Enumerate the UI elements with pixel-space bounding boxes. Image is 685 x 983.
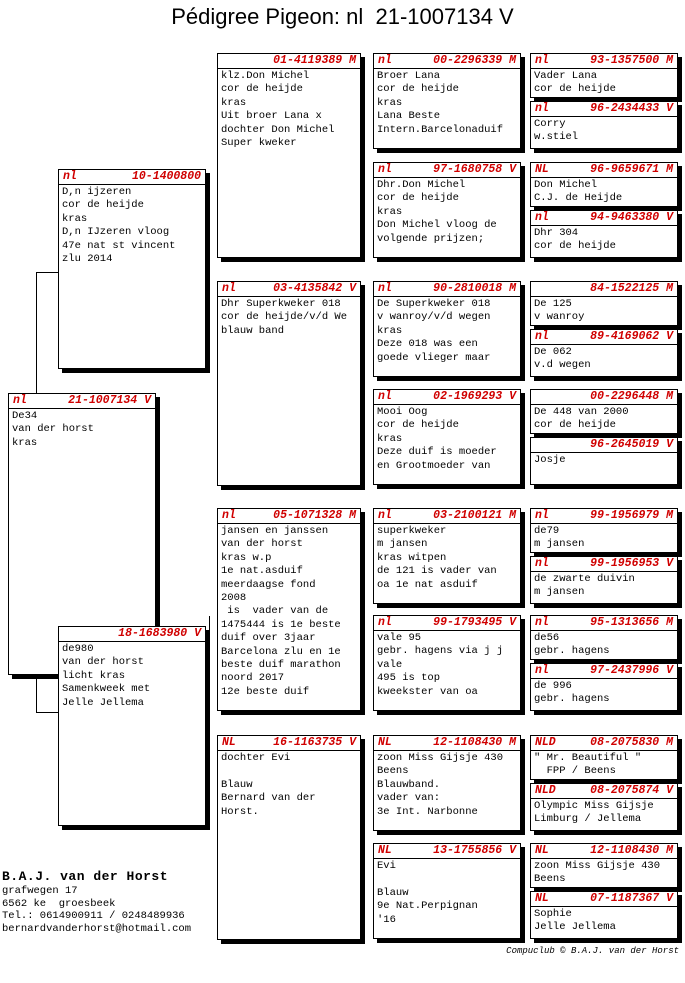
card-header (59, 170, 205, 185)
card-body (531, 631, 677, 660)
card-text-line (221, 765, 357, 778)
card-header (531, 211, 677, 226)
card-text-line: gebr. hagens (534, 645, 610, 658)
card-text-line: Beens (377, 765, 409, 778)
pigeon-card-sd (217, 281, 361, 486)
ring-number: 90-2810018 M (433, 282, 516, 295)
card-text-line: cor de heijde (221, 83, 303, 96)
card-text-line: m jansen (377, 538, 428, 551)
card-header (218, 282, 360, 297)
card-text-line: C.J. de Heijde (534, 192, 623, 205)
pigeon-card-g14 (530, 783, 678, 831)
card-text-line: oa 1e nat asduif (377, 578, 478, 591)
country-prefix: nl (222, 282, 236, 295)
card-body (531, 178, 677, 207)
card-header (374, 282, 520, 297)
pigeon-card-g12 (530, 663, 678, 711)
pigeon-card-g13 (530, 735, 678, 780)
owner-name: B.A.J. van der Horst (2, 869, 169, 884)
card-body (531, 69, 677, 98)
country-prefix: nl (378, 390, 392, 403)
card-header (531, 438, 677, 453)
ring-number: 02-1969293 V (433, 390, 516, 403)
card-header (531, 390, 677, 405)
card-text-line: Lana Beste (377, 110, 441, 123)
card-text-line: Don Michel vloog de (377, 219, 497, 232)
pigeon-card-sire (58, 169, 206, 369)
card-body (531, 117, 677, 146)
card-text-line: Super kweker (221, 137, 297, 150)
ring-number: 07-1187367 V (590, 892, 673, 905)
ring-number: 97-1680758 V (433, 163, 516, 176)
card-text-line: gebr. hagens (534, 693, 610, 706)
card-text-line: gebr. hagens via j j (377, 645, 504, 658)
card-text-line: zoon Miss Gijsje 430 (534, 860, 661, 872)
card-header (9, 394, 155, 409)
pigeon-card-dsd (373, 615, 521, 711)
card-text-line: Samenkweek met (62, 683, 151, 696)
country-prefix: NL (378, 844, 392, 857)
card-body (374, 631, 520, 700)
pigeon-card-dds (373, 735, 521, 831)
country-prefix: NL (535, 844, 549, 857)
card-text-line: de zwarte duivin (534, 573, 635, 585)
card-text-line: " Mr. Beautiful " (534, 752, 642, 764)
card-text-line: dochter Evi (221, 752, 291, 764)
card-body (374, 859, 520, 928)
card-text-line: 1e nat.asduif (221, 565, 303, 578)
pigeon-card-g8 (530, 437, 678, 485)
pigeon-card-sss (373, 53, 521, 149)
country-prefix: nl (13, 394, 27, 407)
owner-phone: Tel.: 0614900911 / 0248489936 (2, 910, 185, 922)
ring-number: 16-1163735 V (273, 736, 356, 749)
card-body (374, 524, 520, 593)
card-text-line: kras (377, 96, 403, 109)
pigeon-card-g4 (530, 210, 678, 258)
card-body (531, 799, 677, 828)
card-text-line: De 448 van 2000 (534, 406, 629, 418)
card-text-line: De 125 (534, 298, 572, 310)
country-prefix: nl (378, 509, 392, 522)
pigeon-card-g16 (530, 891, 678, 939)
card-body (374, 405, 520, 474)
card-body (531, 405, 677, 434)
footer-credit: Compuclub © B.A.J. van der Horst (506, 946, 679, 956)
card-text-line: kras (377, 432, 403, 445)
pigeon-card-g6 (530, 329, 678, 377)
card-body (218, 297, 360, 339)
pigeon-card-g11 (530, 615, 678, 660)
page-title: Pédigree Pigeon: nl 21-1007134 V (171, 4, 514, 29)
ring-number: 21-1007134 V (68, 394, 151, 407)
card-header (531, 844, 677, 859)
pigeon-card-ds (217, 508, 361, 711)
pigeon-card-g1 (530, 53, 678, 98)
card-text-line: De34 (12, 410, 38, 422)
card-body (218, 524, 360, 700)
country-prefix: NL (535, 163, 549, 176)
card-text-line: Jelle Jellema (534, 921, 616, 934)
card-header (218, 509, 360, 524)
card-body (374, 297, 520, 366)
card-text-line: cor de heijde/v/d We (221, 311, 348, 324)
card-text-line: kweekster van oa (377, 685, 478, 698)
card-text-line: meerdaagse fond (221, 578, 316, 591)
card-text-line: Mooi Oog (377, 406, 428, 418)
card-text-line: Olympic Miss Gijsje (534, 800, 654, 812)
card-text-line: Uit broer Lana x (221, 110, 322, 123)
pigeon-card-g10 (530, 556, 678, 604)
country-prefix: NLD (535, 784, 556, 797)
card-text-line: Deze 018 was een (377, 338, 478, 351)
card-text-line: en Grootmoeder van (377, 459, 491, 472)
card-text-line: v wanroy (534, 311, 585, 324)
card-text-line: Blauwband. (377, 778, 441, 791)
card-text-line: cor de heijde (62, 199, 144, 212)
owner-city: 6562 ke groesbeek (2, 897, 116, 910)
card-body (531, 345, 677, 374)
card-header (531, 892, 677, 907)
country-prefix: nl (378, 616, 392, 629)
card-header (531, 736, 677, 751)
country-prefix: NL (222, 736, 236, 749)
card-text-line: de79 (534, 525, 560, 537)
country-prefix: NLD (535, 736, 556, 749)
ring-number: 01-4119389 M (273, 54, 356, 67)
card-header (374, 163, 520, 178)
card-text-line: 495 is top (377, 672, 441, 685)
card-body (531, 572, 677, 601)
card-body (374, 69, 520, 138)
card-text-line: kras (62, 212, 88, 225)
card-text-line: Broer Lana (377, 70, 441, 82)
card-text-line: kras (377, 205, 403, 218)
pigeon-card-ddd (373, 843, 521, 939)
card-text-line: vale (377, 658, 403, 671)
pigeon-card-g2 (530, 101, 678, 149)
card-text-line: vader van: (377, 792, 441, 805)
owner-street: grafwegen 17 (2, 885, 78, 897)
card-text-line: kras (12, 436, 38, 449)
ring-number: 94-9463380 V (590, 211, 673, 224)
ring-number: 00-2296448 M (590, 390, 673, 403)
card-text-line: m jansen (534, 538, 585, 551)
card-header (218, 54, 360, 69)
card-text-line: D,n ijzeren (62, 186, 132, 198)
country-prefix: nl (535, 211, 549, 224)
card-text-line: v wanroy/v/d wegen (377, 311, 491, 324)
card-text-line: D,n IJzeren vloog (62, 226, 170, 239)
card-body (531, 907, 677, 936)
card-text-line: Dhr.Don Michel (377, 179, 466, 191)
card-header (374, 844, 520, 859)
ring-number: 93-1357500 M (590, 54, 673, 67)
ring-number: 18-1683980 V (118, 627, 201, 640)
country-prefix: nl (535, 509, 549, 522)
card-body (531, 297, 677, 326)
ring-number: 96-9659671 M (590, 163, 673, 176)
card-text-line: m jansen (534, 586, 585, 599)
ring-number: 99-1956979 M (590, 509, 673, 522)
card-body (218, 69, 360, 151)
country-prefix: nl (63, 170, 77, 183)
ring-number: 96-2434433 V (590, 102, 673, 115)
country-prefix: nl (535, 557, 549, 570)
card-text-line: 12e beste duif (221, 685, 310, 698)
card-text-line: blauw band (221, 324, 285, 337)
card-header (59, 627, 205, 642)
card-text-line: superkweker (377, 525, 447, 537)
card-text-line: 2008 (221, 592, 247, 605)
card-body (59, 642, 205, 711)
ring-number: 95-1313656 M (590, 616, 673, 629)
ring-number: 08-2075830 M (590, 736, 673, 749)
country-prefix: nl (378, 54, 392, 67)
pigeon-card-g5 (530, 281, 678, 326)
card-header (531, 509, 677, 524)
card-text-line: Jelle Jellema (62, 696, 144, 709)
connector-line (209, 616, 210, 792)
card-text-line: de 121 is vader van (377, 565, 497, 578)
card-text-line: FPP / Beens (534, 765, 616, 778)
card-text-line: de56 (534, 632, 560, 644)
card-body (531, 679, 677, 708)
country-prefix: nl (535, 330, 549, 343)
card-header (531, 282, 677, 297)
card-text-line: Josje (534, 454, 566, 466)
card-text-line: Corry (534, 118, 566, 130)
card-text-line: Intern.Barcelonaduif (377, 123, 504, 136)
card-text-line: cor de heijde (534, 419, 616, 432)
card-body (374, 751, 520, 820)
card-text-line: Sophie (534, 908, 572, 920)
connector-line (209, 176, 210, 336)
card-text-line: '16 (377, 913, 396, 926)
card-header (374, 54, 520, 69)
card-text-line: beste duif marathon (221, 659, 341, 672)
card-text-line: Dhr Superkweker 018 (221, 298, 341, 310)
card-text-line: Beens (534, 873, 566, 886)
card-text-line: Barcelona zlu en 1e (221, 645, 341, 658)
card-text-line: volgende prijzen; (377, 232, 485, 245)
card-body (531, 453, 677, 468)
ring-number: 99-1793495 V (433, 616, 516, 629)
card-body (531, 751, 677, 780)
owner-email: bernardvanderhorst@hotmail.com (2, 922, 192, 935)
country-prefix: nl (535, 54, 549, 67)
card-text-line: jansen en janssen (221, 525, 329, 537)
card-body (218, 751, 360, 820)
card-text-line: van der horst (12, 423, 94, 436)
country-prefix: nl (535, 102, 549, 115)
ring-number: 84-1522125 M (590, 282, 673, 295)
card-text-line: cor de heijde (377, 192, 459, 205)
card-body (531, 859, 677, 888)
pigeon-card-g15 (530, 843, 678, 888)
ring-number: 03-2100121 M (433, 509, 516, 522)
card-text-line: is vader van de (221, 605, 329, 618)
card-text-line: de980 (62, 643, 94, 655)
pigeon-card-dd (217, 735, 361, 940)
card-body (9, 409, 155, 451)
country-prefix: nl (222, 509, 236, 522)
card-text-line: Deze duif is moeder (377, 446, 497, 459)
pigeon-card-ssd (373, 162, 521, 258)
card-header (374, 616, 520, 631)
card-header (374, 390, 520, 405)
ring-number: 97-2437996 V (590, 664, 673, 677)
pigeon-card-g7 (530, 389, 678, 434)
card-text-line: kras (377, 324, 403, 337)
card-text-line: Blauw (377, 886, 409, 899)
card-text-line: dochter Don Michel (221, 123, 335, 136)
card-text-line: Vader Lana (534, 70, 598, 82)
card-text-line: De 062 (534, 346, 572, 358)
ring-number: 96-2645019 V (590, 438, 673, 451)
connector-line (36, 712, 60, 713)
ring-number: 03-4135842 V (273, 282, 356, 295)
card-text-line: cor de heijde (534, 240, 616, 253)
card-text-line (377, 873, 517, 886)
card-text-line: cor de heijde (377, 83, 459, 96)
country-prefix: NL (535, 892, 549, 905)
card-text-line: cor de heijde (377, 419, 459, 432)
card-text-line: Limburg / Jellema (534, 813, 642, 826)
card-text-line: van der horst (62, 656, 144, 669)
card-text-line: 1475444 is 1e beste (221, 618, 341, 631)
card-text-line: zoon Miss Gijsje 430 (377, 752, 504, 764)
country-prefix: nl (378, 163, 392, 176)
card-text-line: van der horst (221, 538, 303, 551)
card-text-line: Horst. (221, 805, 259, 818)
country-prefix: nl (535, 616, 549, 629)
card-text-line: duif over 3jaar (221, 632, 316, 645)
owner-block (2, 868, 191, 935)
card-text-line: kras witpen (377, 551, 447, 564)
card-header (531, 330, 677, 345)
card-text-line: Evi (377, 860, 396, 872)
card-text-line: goede vlieger maar (377, 351, 491, 364)
card-text-line: 3e Int. Narbonne (377, 805, 478, 818)
ring-number: 12-1108430 M (433, 736, 516, 749)
card-text-line: licht kras (62, 669, 126, 682)
pigeon-card-dam (58, 626, 206, 826)
card-header (218, 736, 360, 751)
card-text-line: Dhr 304 (534, 227, 579, 239)
card-header (374, 736, 520, 751)
country-prefix: nl (378, 282, 392, 295)
pigeon-card-g3 (530, 162, 678, 207)
card-text-line: Don Michel (534, 179, 598, 191)
pigeon-card-sdd (373, 389, 521, 485)
card-header (531, 54, 677, 69)
card-text-line: noord 2017 (221, 672, 285, 685)
card-text-line: zlu 2014 (62, 253, 113, 266)
ring-number: 13-1755856 V (433, 844, 516, 857)
card-header (531, 557, 677, 572)
card-text-line: 9e Nat.Perpignan (377, 900, 478, 913)
card-text-line: kras (221, 96, 247, 109)
ring-number: 05-1071328 M (273, 509, 356, 522)
card-text-line: v.d wegen (534, 359, 591, 372)
connector-line (36, 272, 60, 273)
pigeon-card-ss (217, 53, 361, 258)
card-body (374, 178, 520, 247)
ring-number: 08-2075874 V (590, 784, 673, 797)
card-text-line: de 996 (534, 680, 572, 692)
card-body (531, 226, 677, 255)
pigeon-card-dss (373, 508, 521, 604)
card-body (531, 524, 677, 553)
card-text-line: Bernard van der (221, 792, 316, 805)
card-header (531, 664, 677, 679)
card-text-line: De Superkweker 018 (377, 298, 491, 310)
card-text-line: cor de heijde (534, 83, 616, 96)
ring-number: 00-2296339 M (433, 54, 516, 67)
ring-number: 10-1400800 (131, 170, 201, 183)
ring-number: 99-1956953 V (590, 557, 673, 570)
card-header (531, 163, 677, 178)
card-text-line: Blauw (221, 778, 253, 791)
card-text-line: w.stiel (534, 131, 579, 144)
card-text-line: klz.Don Michel (221, 70, 310, 82)
card-text-line: 47e nat st vincent (62, 239, 176, 252)
card-header (374, 509, 520, 524)
card-text-line: kras w.p (221, 551, 272, 564)
card-text-line: vale 95 (377, 632, 422, 644)
country-prefix: NL (378, 736, 392, 749)
card-header (531, 784, 677, 799)
card-header (531, 102, 677, 117)
pigeon-card-g9 (530, 508, 678, 553)
pigeon-card-sds (373, 281, 521, 377)
card-header (531, 616, 677, 631)
card-body (59, 185, 205, 267)
ring-number: 89-4169062 V (590, 330, 673, 343)
ring-number: 12-1108430 M (590, 844, 673, 857)
country-prefix: nl (535, 664, 549, 677)
